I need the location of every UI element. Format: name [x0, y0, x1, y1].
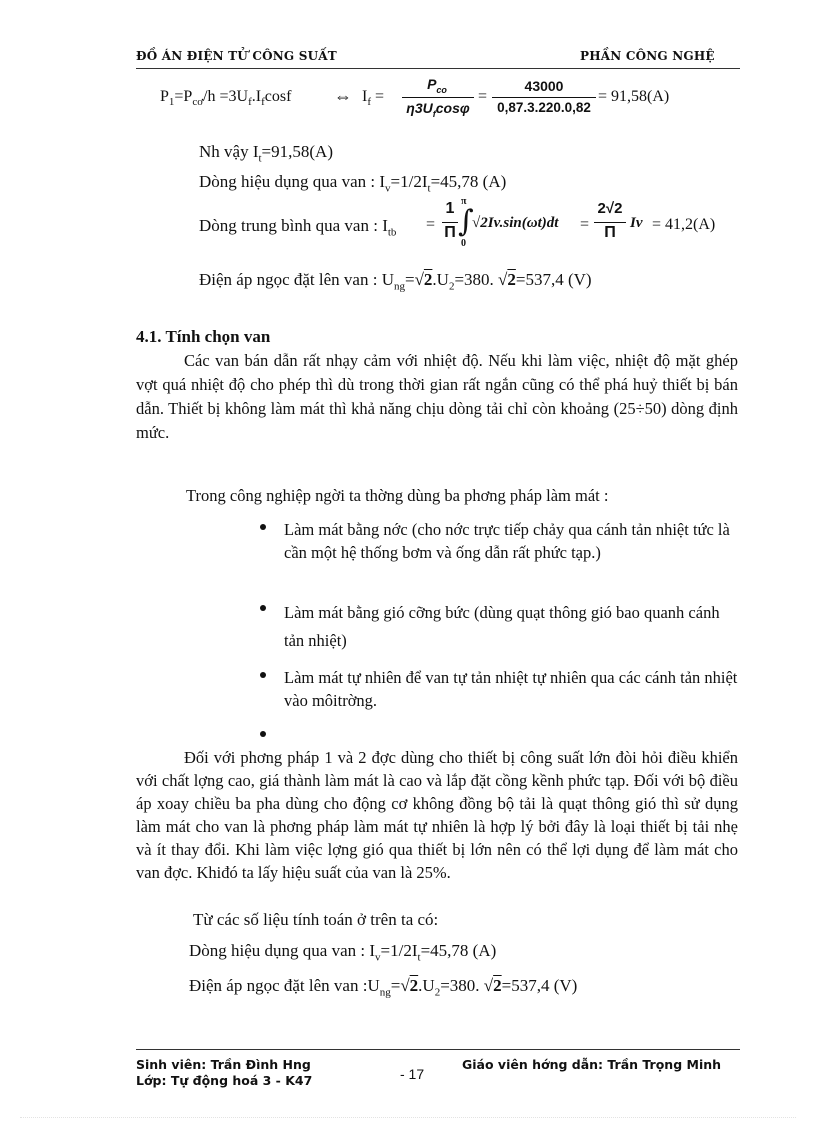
section-heading: 4.1. Tính chọn van — [136, 327, 271, 346]
bullet-icon — [260, 605, 266, 611]
bullet-icon — [260, 524, 266, 530]
fraction2-denominator: 0,87.3.220.0,82 — [497, 100, 591, 115]
footer-student: Sinh viên: Trần Đình Hng — [136, 1057, 311, 1072]
bullet-icon — [260, 672, 266, 678]
tb-result: = 41,2(A) — [652, 216, 716, 233]
line-reverse-voltage: Điện áp ngọc đặt lên van : $U_{ng}=√2.U_2=380$. √2=537,4 (V) — [199, 270, 592, 293]
bullet-item-natural: Làm mát tự nhiên để van tự tản nhiệt tự nhiên qua các cánh tản nhiệt vào môitrờng. — [284, 668, 738, 710]
paragraph-intro: Các van bán dẫn rất nhạy cảm với nhiệt độ. Nếu khi làm việc, nhiệt độ mặt ghép vợt quá nhiệt độ cho phép thì dù trong thời gian rất ngắn cũng có thể phá huỷ thiết bị bán dẫn. Thiết bị không làm mát thì khả năng chịu dòng tải chỉ còn khoảng (25÷50) dòng định mức. — [136, 351, 738, 442]
line-nhu-vay: Nh vậy $I_t=91,58(A)$ — [199, 142, 333, 165]
tb-iv: Iv — [630, 215, 643, 231]
line-reverse-voltage-2: Điện áp ngọc đặt lên van $:U_{ng}=√2.U_2=380$. √2=537,4 (V) — [189, 976, 578, 999]
page-number: - 17 — [400, 1066, 425, 1082]
sqrt-icon: √ — [414, 270, 424, 289]
footer-rule — [136, 1049, 740, 1050]
fraction1-bar — [402, 97, 474, 98]
fraction1-numerator: $P_{co}$ — [427, 76, 447, 95]
footer-class: Lớp: Tự động hoá 3 - K47 — [136, 1073, 313, 1088]
footer-teacher: Giáo viên hớng dẫn: Trần Trọng Minh — [462, 1057, 722, 1072]
line-rms-current-2: Dòng hiệu dụng qua van : $I_v=1/2I_t=45,78$ (A) — [189, 941, 497, 964]
bullet-icon — [260, 731, 266, 737]
tb-fraction-bar — [442, 222, 458, 223]
fraction2-bar — [492, 97, 596, 98]
header-rule — [136, 68, 740, 69]
sqrt-icon: √ — [400, 976, 410, 995]
page-edge-dots — [20, 1117, 796, 1118]
line-summary-intro: Từ các số liệu tính toán ở trên ta có: — [193, 910, 439, 929]
integral-upper-limit: π — [461, 196, 467, 207]
sqrt-icon: √ — [472, 215, 481, 231]
result-current: = 91,58(A) — [598, 88, 670, 105]
tb-fraction-denominator: Π — [444, 224, 456, 241]
bullet-item-water: Làm mát bằng nớc (cho nớc trực tiếp chảy qua cánh tản nhiệt tức là cần một hệ thống bơm và ống dẫn rất phức tạp.) — [284, 520, 730, 562]
fraction2-numerator: 43000 — [524, 78, 564, 94]
equation-if: $I_f$ = — [362, 88, 385, 109]
integral-sign-icon: ∫ — [458, 204, 474, 239]
paragraph-methods-intro: Trong công nghiệp ngời ta thờng dùng ba phơng pháp làm mát : — [186, 486, 609, 505]
tb-fraction2-denominator: Π — [604, 224, 616, 241]
tb-equals-2: = — [580, 216, 590, 233]
line-rms-current: Dòng hiệu dụng qua van : $I_v=1/2I_t=45,78$ (A) — [199, 172, 507, 195]
bullet-item-forced-air: Làm mát bằng gió cỡng bức (dùng quạt thông gió bao quanh cánh tản nhiệt) — [284, 603, 720, 650]
equation-p1: $P_1=P_{cơ}/h =3U_f.I_f\cos f$ — [160, 88, 292, 109]
paragraph-method-choice: Đối với phơng pháp 1 và 2 đợc dùng cho thiết bị công suất lớn đòi hỏi điều khiển với chất lợng cao, giá thành làm mát là cao và lắp đặt cồng kềnh phức tạp. Đối với bộ điều áp xoay chiều ba pha dùng cho động cơ không đồng bộ tải là quạt thông gió thì sử dụng làm mát cho van là phơng pháp làm mát tự nhiên là hợp lý bởi đây là loại thiết bị tải nhẹ và ít thay đổi. Khi làm việc lợng gió qua thiết bị lớn nên có thể lợi dụng để làm mát cho van đợc. Khiđó ta lấy hiệu suất của van là 25%. — [136, 748, 738, 882]
header-left-title: ĐỒ ÁN ĐIỆN TỬ CÔNG SUẤT — [136, 49, 337, 63]
tb-fraction-numerator: 1 — [445, 200, 455, 217]
tb-equals: = — [426, 216, 436, 233]
equals-sign: = — [478, 88, 488, 105]
sqrt-icon: √ — [498, 270, 508, 289]
tb-fraction2-numerator: 2√2 — [597, 200, 623, 217]
sqrt-icon: √ — [483, 976, 494, 995]
integral-lower-limit: 0 — [461, 238, 466, 249]
fraction1-denominator: $\eta 3U_f\cos\varphi$ — [406, 100, 470, 119]
equivalence-symbol: ⇔ — [334, 86, 352, 106]
integrand: √2Iv.sin(ωt)dt — [472, 215, 559, 231]
header-right-title: PHẦN CÔNG NGHỆ — [580, 49, 715, 63]
line-average-current: Dòng trung bình qua van : $I_{tb}$ — [199, 216, 397, 239]
tb-fraction2-bar — [594, 222, 626, 223]
